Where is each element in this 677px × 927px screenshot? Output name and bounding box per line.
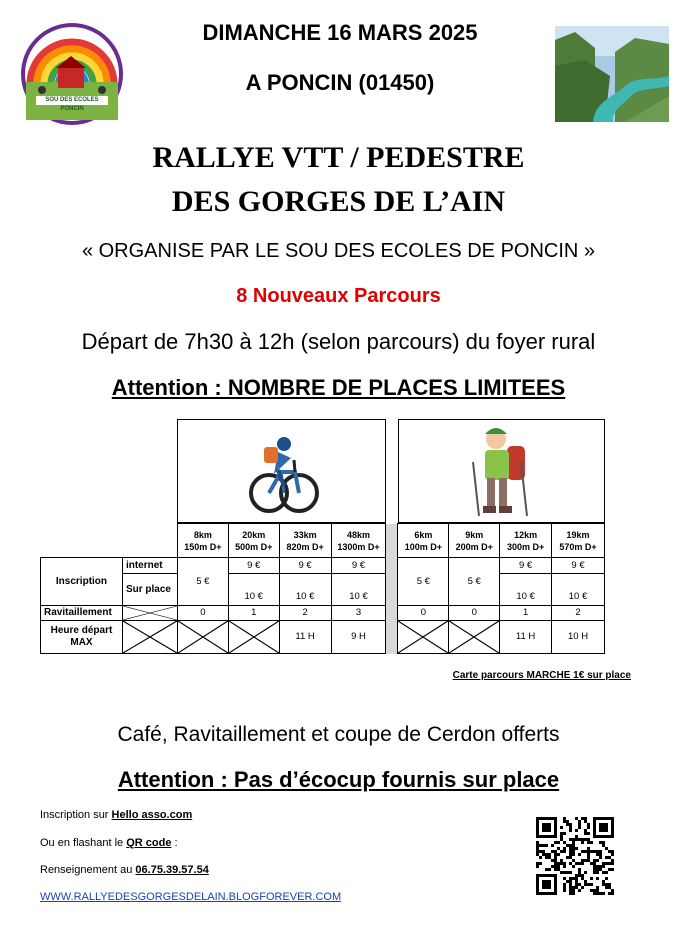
- new-routes-notice: 8 Nouveaux Parcours: [236, 285, 441, 307]
- hiker-icon: [399, 420, 606, 524]
- ravito-cell: 2: [552, 606, 605, 621]
- price-cell: 5 €: [177, 558, 228, 606]
- heure-cell: 11 H: [500, 621, 552, 654]
- inscription-label: Inscription: [41, 558, 123, 606]
- vtt-route-header: 33km 820m D+: [279, 524, 331, 558]
- sou-des-ecoles-logo: [18, 22, 126, 126]
- empty-cell: [177, 621, 228, 654]
- offered-items: Café, Ravitaillement et coupe de Cerdon offerts: [117, 723, 560, 746]
- gorges-landscape-photo: [555, 26, 669, 122]
- ravito-cell: 0: [177, 606, 228, 621]
- phone-link[interactable]: 06.75.39.57.54: [135, 864, 209, 876]
- helloasso-link[interactable]: Hello asso.com: [111, 809, 193, 821]
- ravitaillement-label: Ravitaillement: [41, 606, 123, 621]
- qr-code-link[interactable]: QR code: [126, 837, 172, 849]
- heure-depart-label: Heure départ MAX: [41, 621, 123, 654]
- sur-place-label: Sur place: [122, 574, 177, 606]
- walk-route-header: 12km 300m D+: [500, 524, 552, 558]
- limited-places-warning: Attention : NOMBRE DE PLACES LIMITEES: [111, 375, 566, 400]
- departure-info: Départ de 7h30 à 12h (selon parcours) du foyer rural: [81, 329, 596, 354]
- vtt-route-header: 20km 500m D+: [228, 524, 279, 558]
- price-cell: 9 €: [279, 558, 331, 574]
- walk-route-header: 9km 200m D+: [449, 524, 500, 558]
- heure-cell: 11 H: [279, 621, 331, 654]
- empty-cell: [449, 621, 500, 654]
- price-cell: 9 €: [331, 558, 386, 574]
- walk-route-header: 19km 570m D+: [552, 524, 605, 558]
- price-cell: 10 €: [552, 574, 605, 606]
- qr-line: Ou en flashant le QR code :: [40, 837, 178, 849]
- rates-table: [40, 523, 605, 654]
- ravito-cell: 1: [228, 606, 279, 621]
- website-link[interactable]: WWW.RALLYEDESGORGESDELAIN.BLOGFOREVER.COM: [40, 891, 342, 903]
- price-cell: 10 €: [228, 574, 279, 606]
- ecocup-warning: Attention : Pas d’écocup fournis sur place: [117, 767, 560, 792]
- walk-map-notice: Carte parcours MARCHE 1€ sur place: [452, 670, 631, 681]
- empty-cell: [398, 621, 449, 654]
- vtt-illustration-box: [177, 419, 386, 523]
- event-date: DIMANCHE 16 MARS 2025: [202, 20, 478, 45]
- price-cell: 9 €: [500, 558, 552, 574]
- price-cell: 5 €: [398, 558, 449, 606]
- price-cell: 9 €: [552, 558, 605, 574]
- event-place: A PONCIN (01450): [245, 70, 435, 95]
- price-cell: 5 €: [449, 558, 500, 606]
- hiking-illustration-box: [398, 419, 605, 523]
- price-cell: 10 €: [331, 574, 386, 606]
- vtt-route-header: 8km 150m D+: [177, 524, 228, 558]
- price-cell: 9 €: [228, 558, 279, 574]
- walk-route-header: 6km 100m D+: [398, 524, 449, 558]
- ravito-cell: 3: [331, 606, 386, 621]
- price-cell: 10 €: [500, 574, 552, 606]
- empty-cell: [122, 621, 177, 654]
- contact-line: Renseignement au 06.75.39.57.54: [40, 864, 209, 876]
- logo-text: SOU DES ECOLES PONCIN: [45, 97, 99, 112]
- event-title-line1: RALLYE VTT / PEDESTRE: [152, 141, 525, 174]
- ravito-cell: 0: [398, 606, 449, 621]
- heure-cell: 9 H: [331, 621, 386, 654]
- vtt-route-header: 48km 1300m D+: [331, 524, 386, 558]
- organizer-line: « ORGANISE PAR LE SOU DES ECOLES DE PONCIN »: [81, 240, 596, 262]
- mountain-biker-icon: [178, 420, 387, 524]
- ravito-cell: 0: [449, 606, 500, 621]
- empty-cell: [122, 606, 177, 621]
- ravito-cell: 1: [500, 606, 552, 621]
- price-cell: 10 €: [279, 574, 331, 606]
- heure-cell: 10 H: [552, 621, 605, 654]
- qr-code-icon[interactable]: [536, 817, 614, 895]
- empty-cell: [228, 621, 279, 654]
- event-title-line2: DES GORGES DE L’AIN: [171, 185, 506, 218]
- inscription-line: Inscription sur Hello asso.com: [40, 809, 193, 821]
- internet-label: internet: [122, 558, 177, 574]
- ravito-cell: 2: [279, 606, 331, 621]
